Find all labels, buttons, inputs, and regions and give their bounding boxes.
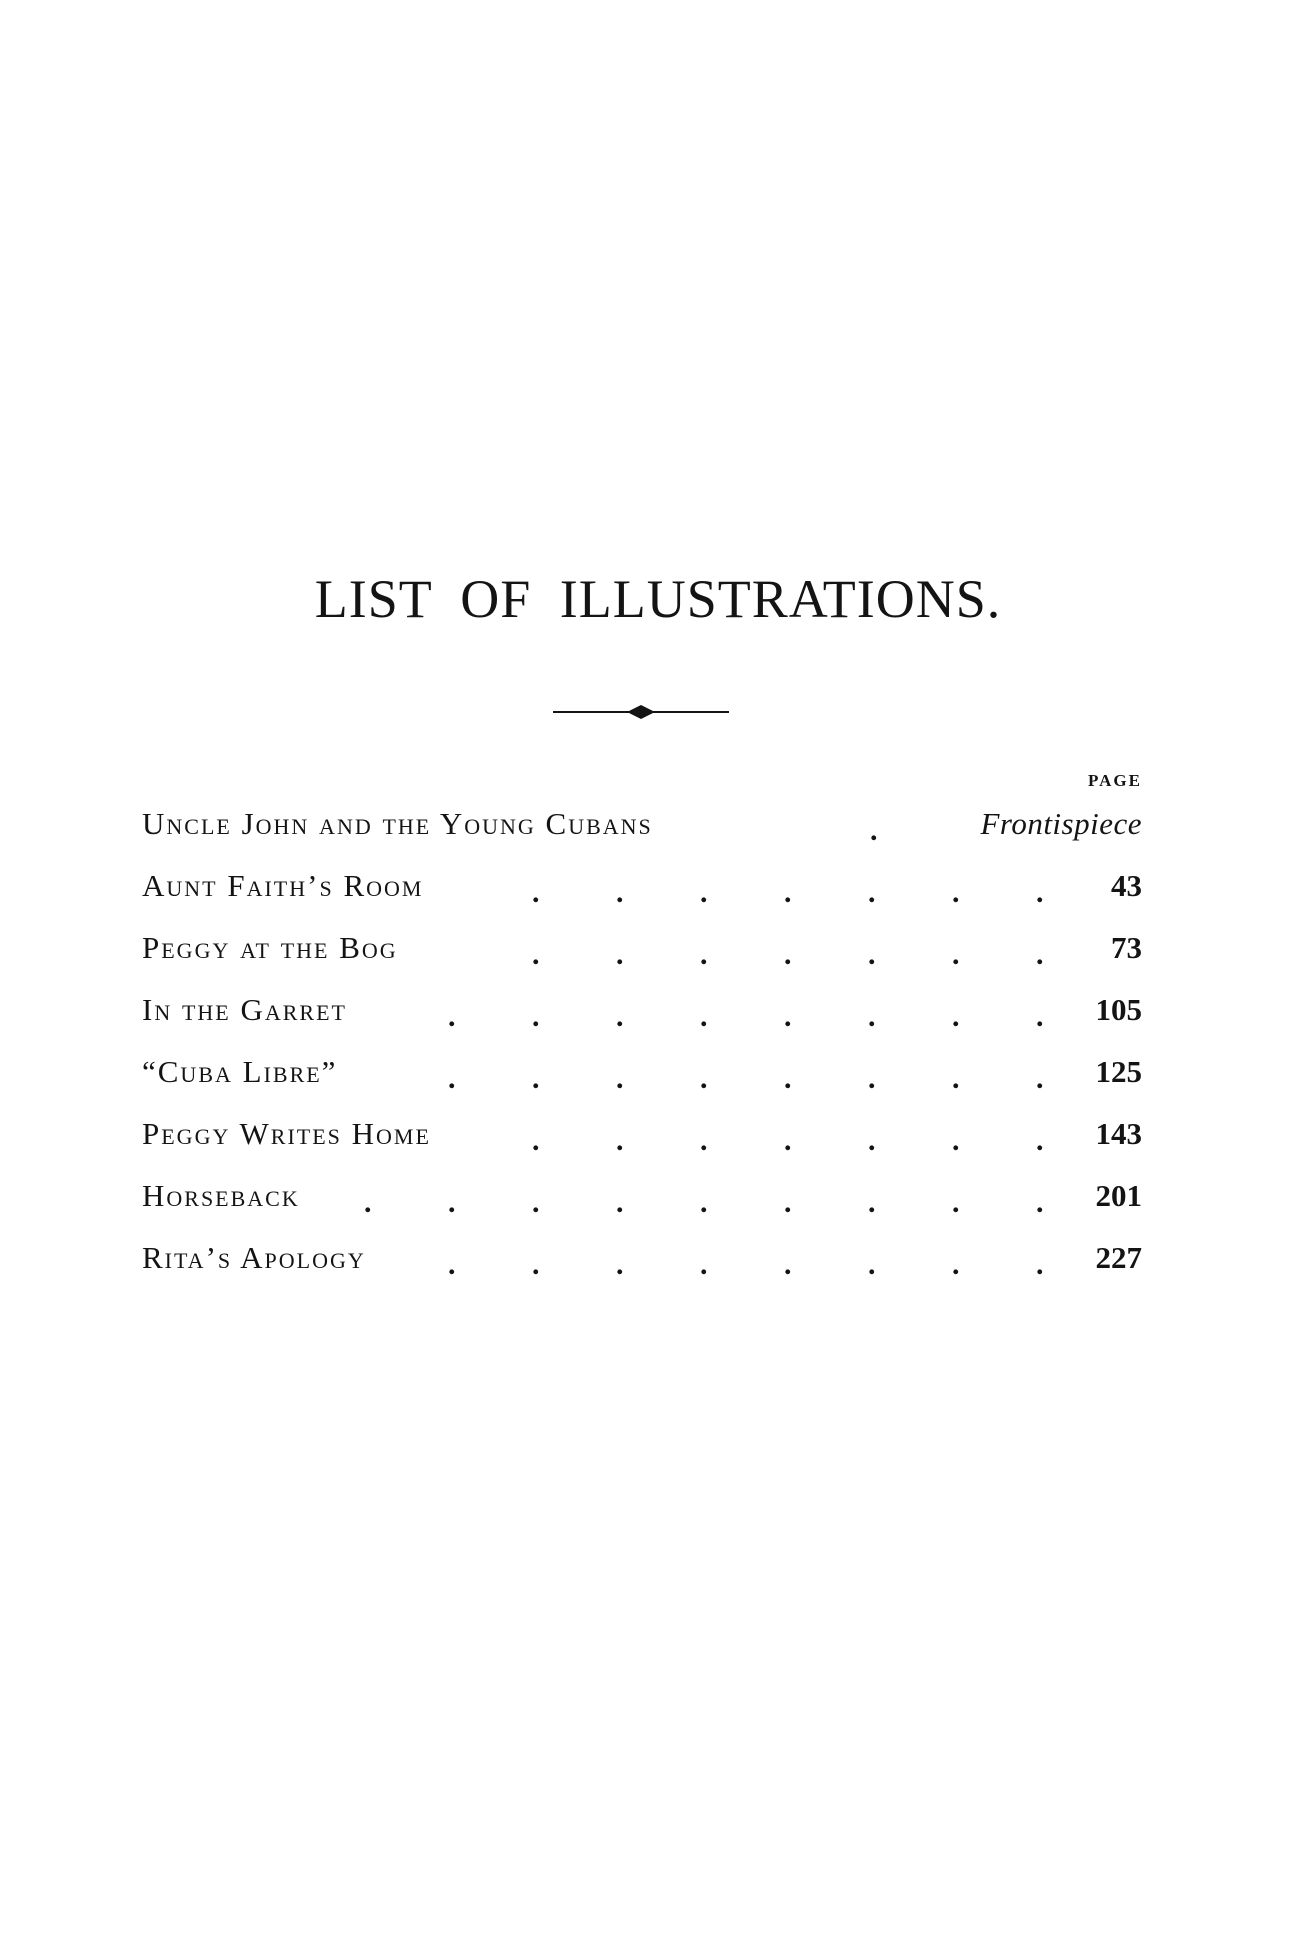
leader-dot: . [700, 1062, 708, 1095]
ornament-divider [553, 702, 729, 722]
leader-dot: . [448, 1000, 456, 1033]
leader-dot: . [532, 1248, 540, 1281]
leader-dot: . [868, 1000, 876, 1033]
leader-dot: . [1036, 1186, 1044, 1219]
leader-dot: . [868, 876, 876, 909]
illustration-title: Peggy at the Bog [142, 930, 398, 965]
leader-dot: . [784, 1124, 792, 1157]
leader-dot: . [532, 938, 540, 971]
leader-dot: . [868, 1186, 876, 1219]
leader-dot: . [784, 1248, 792, 1281]
leader-dot: . [700, 876, 708, 909]
illustration-page: 143 [1095, 1116, 1142, 1151]
illustration-page: 125 [1095, 1054, 1142, 1089]
leader-dot: . [700, 938, 708, 971]
leader-dot: . [532, 1186, 540, 1219]
leader-dot: . [1036, 938, 1044, 971]
leader-dot: . [868, 938, 876, 971]
leader-dot: . [784, 1062, 792, 1095]
leader-dot: . [616, 1124, 624, 1157]
leader-dot: . [364, 1186, 372, 1219]
illustration-page: 73 [1111, 930, 1142, 965]
list-item [142, 1170, 1142, 1232]
leader-dot: . [616, 1000, 624, 1033]
illustration-title: “Cuba Libre” [142, 1054, 338, 1089]
list-item [142, 922, 1142, 984]
illustration-page: 227 [1095, 1240, 1142, 1275]
leader-dot: . [1036, 1124, 1044, 1157]
leader-dot: . [700, 1186, 708, 1219]
illustration-title: Aunt Faith’s Room [142, 868, 424, 903]
leader-dot: . [616, 876, 624, 909]
leader-dot: . [784, 1000, 792, 1033]
illustration-page: 43 [1111, 868, 1142, 903]
leader-dot: . [952, 1124, 960, 1157]
leader-dot: . [1036, 1000, 1044, 1033]
leader-dot: . [448, 1248, 456, 1281]
leader-dot: . [700, 1000, 708, 1033]
leader-dot: . [868, 1248, 876, 1281]
leader-dot: . [532, 1124, 540, 1157]
leader-dot: . [952, 1000, 960, 1033]
illustration-list [142, 798, 1142, 1294]
illustration-page: Frontispiece [980, 806, 1142, 841]
leader-dot: . [532, 1062, 540, 1095]
leader-dot: . [784, 938, 792, 971]
leader-dot: . [532, 876, 540, 909]
page-column-label: PAGE [1088, 771, 1142, 790]
leader-dot: . [616, 1248, 624, 1281]
leader-dot: . [952, 938, 960, 971]
illustration-title: Rita’s Apology [142, 1240, 366, 1275]
list-item [142, 1046, 1142, 1108]
leader-dot: . [1036, 1062, 1044, 1095]
leader-dot: . [952, 876, 960, 909]
list-item [142, 984, 1142, 1046]
page-title: LIST OF ILLUSTRATIONS. [314, 569, 1002, 629]
leader-dot: . [616, 1062, 624, 1095]
illustration-title: Peggy Writes Home [142, 1116, 431, 1151]
leader-dot: . [448, 1062, 456, 1095]
illustration-title: Horseback [142, 1178, 300, 1213]
leader-dot: . [448, 1186, 456, 1219]
list-item [142, 798, 1142, 860]
leader-dot: . [616, 1186, 624, 1219]
leader-dot: . [868, 1124, 876, 1157]
leader-dot: . [616, 938, 624, 971]
leader-dot: . [784, 1186, 792, 1219]
leader-dot: . [952, 1062, 960, 1095]
leader-dot: . [784, 876, 792, 909]
illustration-title: In the Garret [142, 992, 347, 1027]
leader-dot: . [952, 1186, 960, 1219]
leader-dot: . [1036, 1248, 1044, 1281]
illustration-title: Uncle John and the Young Cubans [142, 806, 653, 841]
list-item [142, 860, 1142, 922]
leader-dot: . [952, 1248, 960, 1281]
leader-dot: . [700, 1248, 708, 1281]
leader-dot: . [1036, 876, 1044, 909]
leader-dot: . [532, 1000, 540, 1033]
list-item [142, 1108, 1142, 1170]
leader-dot: . [868, 1062, 876, 1095]
illustration-page: 201 [1095, 1178, 1142, 1213]
leader-dot: . [870, 814, 878, 847]
list-item [142, 1232, 1142, 1294]
illustration-page: 105 [1095, 992, 1142, 1027]
leader-dot: . [700, 1124, 708, 1157]
